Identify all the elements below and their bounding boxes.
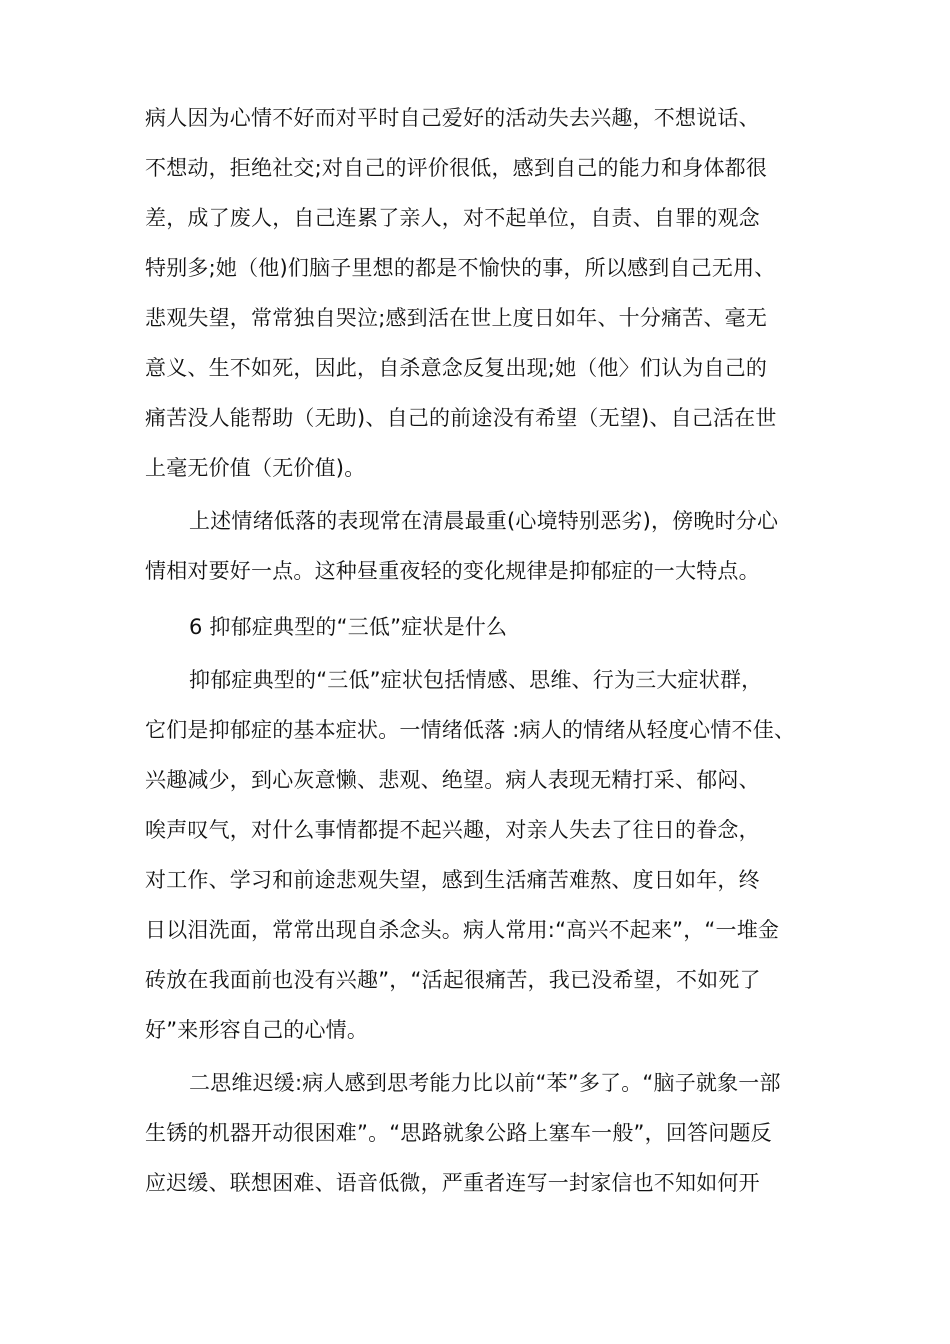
- text-line: 病人因为心情不好而对平时自己爱好的活动失去兴趣，不想说话、: [145, 106, 760, 130]
- text-line: 情相对要好一点。这种昼重夜轻的变化规律是抑郁症的一大特点。: [145, 559, 760, 583]
- text-line: 不想动，拒绝社交;对自己的评价很低，感到自己的能力和身体都很: [145, 156, 768, 180]
- text-line: 兴趣减少，到心灰意懒、悲观、绝望。病人表现无精打采、郁闷、: [145, 768, 760, 792]
- paragraph-1: [145, 93, 845, 493]
- paragraph-4: [145, 1058, 845, 1208]
- text-line: 唉声叹气，对什么事情都提不起兴趣，对亲人失去了往日的眷念，: [145, 818, 760, 842]
- text-line: 痛苦没人能帮助（无助)、自己的前途没有希望（无望)、自己活在世: [145, 406, 777, 430]
- text-line: 日以泪洗面，常常出现自杀念头。病人常用:“高兴不起来”，“一堆金: [145, 918, 780, 942]
- heading-line: 6 抑郁症典型的“三低”症状是什么: [189, 615, 508, 639]
- text-line: 悲观失望，常常独自哭泣;感到活在世上度日如年、十分痛苦、毫无: [145, 306, 768, 330]
- text-line: 特别多;她（他)们脑子里想的都是不愉快的事，所以感到自己无用、: [145, 256, 776, 280]
- text-line: 抑郁症典型的“三低”症状包括情感、思维、行为三大症状群，: [189, 668, 763, 692]
- text-line: 生锈的机器开动很困难”。“思路就象公路上塞车一般”，回答问题反: [145, 1121, 772, 1145]
- text-line: 好”来形容自己的心情。: [145, 1018, 369, 1042]
- text-line: 上毫无价值（无价值)。: [145, 456, 366, 480]
- text-line: 它们是抑郁症的基本症状。一情绪低落 :病人的情绪从轻度心情不佳、: [145, 718, 796, 742]
- text-line: 二思维迟缓:病人感到思考能力比以前“苯”多了。“脑子就象一部: [189, 1071, 781, 1095]
- text-line: 对工作、学习和前途悲观失望，感到生活痛苦难熬、度日如年，终: [145, 868, 760, 892]
- paragraph-3: [145, 655, 845, 1055]
- section-heading: [145, 602, 845, 652]
- text-line: 差，成了废人，自己连累了亲人，对不起单位，自责、自罪的观念: [145, 206, 760, 230]
- paragraph-2: [145, 496, 845, 596]
- text-line: 应迟缓、联想困难、语音低微，严重者连写一封家信也不知如何开: [145, 1171, 760, 1195]
- text-line: 砖放在我面前也没有兴趣”，“活起很痛苦，我已没希望，不如死了: [145, 968, 761, 992]
- text-line: 上述情绪低落的表现常在清晨最重(心境特别恶劣)，傍晚时分心: [189, 509, 779, 533]
- text-line: 意义、生不如死，因此，自杀意念反复出现;她（他〉们认为自己的: [145, 356, 768, 380]
